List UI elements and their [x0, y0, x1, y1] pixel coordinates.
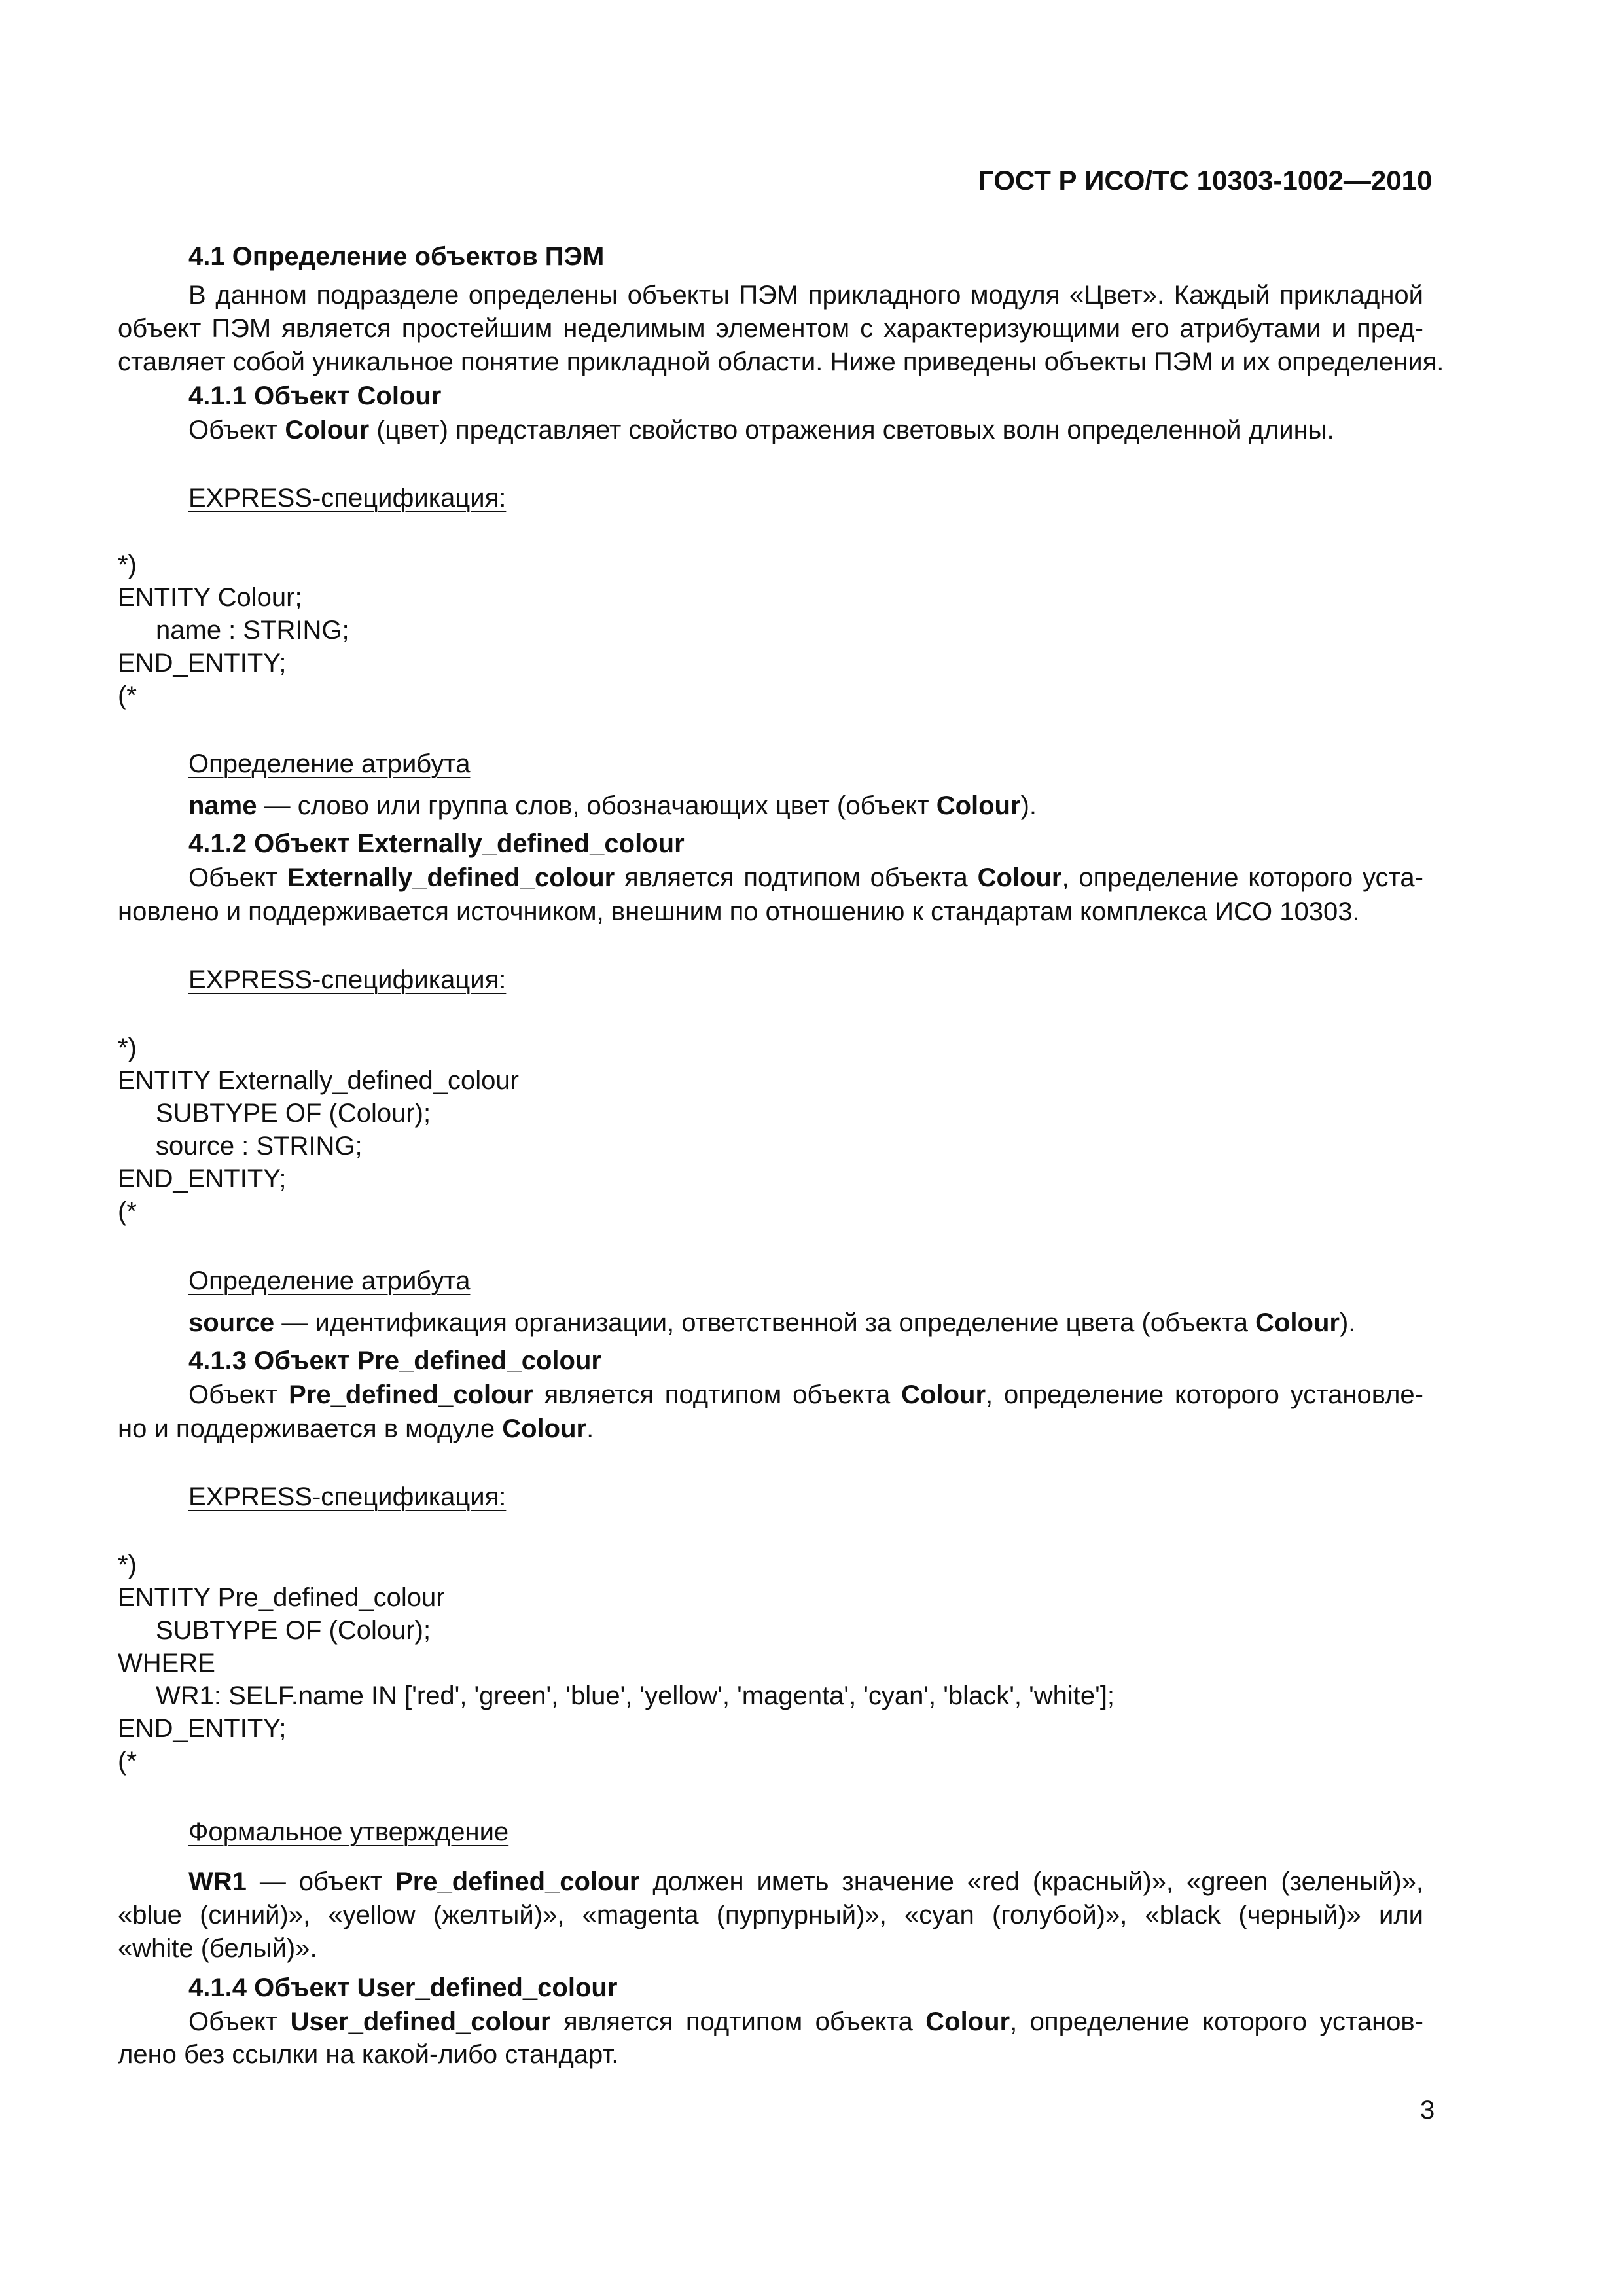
- entity-ref: Colour: [285, 416, 370, 444]
- text-span: , определение которого установле-: [986, 1380, 1423, 1409]
- s413-code-7: (*: [118, 1747, 137, 1776]
- text-span: .: [586, 1414, 594, 1443]
- s413-formal-line-1: [118, 1865, 1423, 1898]
- s413-code-6: END_ENTITY;: [118, 1714, 287, 1743]
- s41-line-1: В данном подразделе определены объекты ПЭМ прикладного модуля «Цвет». Каждый прикладной: [188, 281, 1423, 310]
- s411-code-4: END_ENTITY;: [118, 649, 287, 677]
- s413-code-3: SUBTYPE OF (Colour);: [156, 1616, 431, 1645]
- s413-code-5: WR1: SELF.name IN ['red', 'green', 'blue', 'yellow', 'magenta', 'cyan', 'black', 'white'];: [156, 1681, 1115, 1710]
- text-span: — объект: [246, 1867, 396, 1896]
- text-span: является подтипом объекта: [615, 863, 978, 892]
- s414-line-1: [118, 2005, 1423, 2038]
- s411-code-3: name : STRING;: [156, 616, 349, 645]
- text-span: — слово или группа слов, обозначающих цвет (объект: [257, 791, 936, 820]
- text-span: (цвет) представляет свойство отражения световых волн определенной длины.: [369, 416, 1334, 444]
- entity-ref: Externally_defined_colour: [287, 863, 615, 892]
- text-span: , определение которого установ-: [1010, 2007, 1424, 2036]
- s411-code-5: (*: [118, 681, 137, 710]
- entity-ref: Colour: [1255, 1308, 1340, 1337]
- s411-attr-definition: [188, 789, 1037, 822]
- s412-attr-definition: [188, 1306, 1355, 1339]
- s412-code-5: END_ENTITY;: [118, 1164, 287, 1193]
- text-span: ).: [1339, 1308, 1356, 1337]
- text-span: — идентификация организации, ответственной за определение цвета (объекта: [274, 1308, 1256, 1337]
- s413-code-1: *): [118, 1551, 137, 1579]
- s411-code-2: ENTITY Colour;: [118, 583, 302, 612]
- attribute-name: name: [188, 791, 257, 820]
- text-span: является подтипом объекта: [550, 2007, 926, 2036]
- s413-code-4: WHERE: [118, 1649, 215, 1677]
- text-span: ).: [1020, 791, 1037, 820]
- entity-ref: Colour: [502, 1414, 587, 1443]
- text-span: но и поддерживается в модуле: [118, 1414, 503, 1443]
- s412-express-heading: EXPRESS-спецификация:: [188, 965, 507, 994]
- s413-line-1: [118, 1378, 1423, 1411]
- s412-line-2: новлено и поддерживается источником, внешним по отношению к стандартам комплекса ИСО 10303.: [118, 897, 1360, 926]
- s41-line-2: объект ПЭМ является простейшим неделимым элементом с характеризующими его атрибутами и пред-: [118, 314, 1423, 343]
- s412-code-3: SUBTYPE OF (Colour);: [156, 1099, 431, 1128]
- s411-code-1: *): [118, 550, 137, 579]
- s413-formal-line-2: «blue (синий)», «yellow (желтый)», «magenta (пурпурный)», «cyan (голубой)», «black (черный)» или: [118, 1901, 1423, 1929]
- entity-ref: Colour: [977, 863, 1062, 892]
- s412-code-6: (*: [118, 1197, 137, 1226]
- text-span: является подтипом объекта: [533, 1380, 902, 1409]
- s412-code-2: ENTITY Externally_defined_colour: [118, 1066, 519, 1095]
- s413-code-2: ENTITY Pre_defined_colour: [118, 1583, 445, 1612]
- text-span: Объект: [188, 863, 288, 892]
- s41-line-3: ставляет собой уникальное понятие прикладной области. Ниже приведены объекты ПЭМ и их определения.: [118, 348, 1444, 376]
- entity-ref: Pre_defined_colour: [395, 1867, 640, 1896]
- section-4-1-1-title: 4.1.1 Объект Colour: [188, 382, 442, 410]
- text-span: должен иметь значение «red (красный)», «green (зеленый)»,: [639, 1867, 1424, 1896]
- text-span: Объект: [188, 416, 285, 444]
- section-4-1-2-title: 4.1.2 Объект Externally_defined_colour: [188, 829, 685, 858]
- s412-code-4: source : STRING;: [156, 1132, 363, 1160]
- document-header: ГОСТ Р ИСО/ТС 10303-1002—2010: [978, 165, 1433, 196]
- text-span: Объект: [188, 1380, 289, 1409]
- s413-express-heading: EXPRESS-спецификация:: [188, 1482, 507, 1511]
- s414-line-2: лено без ссылки на какой-либо стандарт.: [118, 2040, 619, 2069]
- section-4-1-4-title: 4.1.4 Объект User_defined_colour: [188, 1973, 618, 2002]
- attribute-name: source: [188, 1308, 275, 1337]
- s413-formal-heading: Формальное утверждение: [188, 1818, 509, 1846]
- s412-attr-heading: Определение атрибута: [188, 1266, 471, 1295]
- s413-formal-line-3: «white (белый)».: [118, 1934, 317, 1963]
- page-number: 3: [1420, 2096, 1435, 2125]
- entity-ref: Pre_defined_colour: [289, 1380, 533, 1409]
- s411-attr-heading: Определение атрибута: [188, 749, 471, 778]
- text-span: , определение которого уста-: [1061, 863, 1423, 892]
- section-4-1-title: 4.1 Определение объектов ПЭМ: [188, 242, 605, 271]
- s412-code-1: *): [118, 1033, 137, 1062]
- rule-label: WR1: [188, 1867, 247, 1896]
- entity-ref: Colour: [901, 1380, 986, 1409]
- entity-ref: Colour: [936, 791, 1021, 820]
- entity-ref: User_defined_colour: [290, 2007, 551, 2036]
- s411-description: [188, 414, 1334, 446]
- text-span: Объект: [188, 2007, 291, 2036]
- s412-line-1: [118, 861, 1423, 894]
- s411-express-heading: EXPRESS-спецификация:: [188, 484, 507, 512]
- section-4-1-3-title: 4.1.3 Объект Pre_defined_colour: [188, 1346, 601, 1375]
- entity-ref: Colour: [925, 2007, 1010, 2036]
- s413-line-2: [118, 1412, 594, 1445]
